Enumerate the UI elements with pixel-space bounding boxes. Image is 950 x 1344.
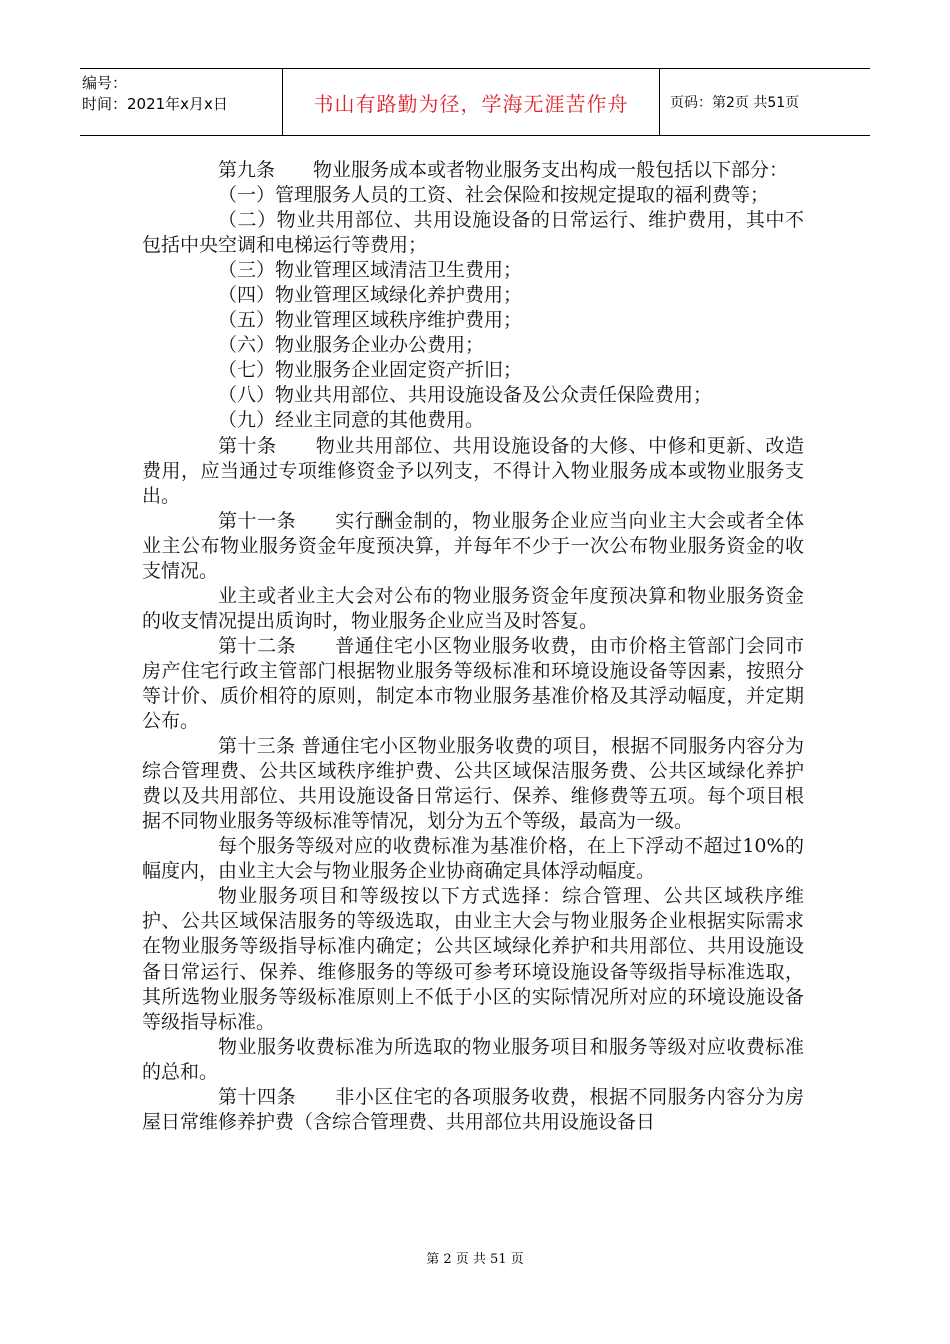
page-footer: 第 2 页 共 51 页 [426,1252,524,1267]
header-meta [80,69,283,135]
paragraph: 第十条 物业共用部位、共用设施设备的大修、中修和更新、改造费用，应当通过专项维修资金予以列支，不得计入物业服务成本或物业服务支出。 [142,434,804,507]
header-motto: 书山有路勤为径，学海无涯苦作舟 [283,69,660,135]
document-body [142,158,804,1135]
paragraph: （二）物业共用部位、共用设施设备的日常运行、维护费用，其中不包括中央空调和电梯运行等费用； [142,209,804,257]
paragraph: 第九条 物业服务成本或者物业服务支出构成一般包括以下部分： [218,159,789,181]
paragraph: 第十一条 实行酬金制的，物业服务企业应当向业主大会或者全体业主公布物业服务资金年度预决算，并每年不少于一次公布物业服务资金的收支情况。 [142,509,804,582]
page-header [80,68,870,136]
paragraph: 第十四条 非小区住宅的各项服务收费，根据不同服务内容分为房屋日常维修养护费（含综合管理费、共用部位共用设施设备日 [142,1085,804,1133]
paragraph: （三）物业管理区域清洁卫生费用； [218,259,523,282]
paragraph: 每个服务等级对应的收费标准为基准价格，在上下浮动不超过10%的幅度内，由业主大会与物业服务企业协商确定具体浮动幅度。 [142,835,804,883]
document-time-label: 时间：2021年x月x日 [82,95,228,113]
document-number-label: 编号： [82,74,128,92]
paragraph: （五）物业管理区域秩序维护费用； [218,309,523,332]
paragraph: （九）经业主同意的其他费用。 [218,409,485,432]
header-page-number: 页码：第2页 共51页 [670,95,800,111]
paragraph: 第十三条 普通住宅小区物业服务收费的项目，根据不同服务内容分为综合管理费、公共区域秩序维护费、公共区域保洁服务费、公共区域绿化养护费以及共用部位、共用设施设备日常运行、保养、维修费等五项。每个项目根据不同物业服务等级标准等情况，划分为五个等级，最高为一级。 [142,735,804,833]
paragraph: 物业服务收费标准为所选取的物业服务项目和服务等级对应收费标准的总和。 [142,1035,804,1083]
paragraph: （七）物业服务企业固定资产折旧； [218,359,523,382]
paragraph: 物业服务项目和等级按以下方式选择：综合管理、公共区域秩序维护、公共区域保洁服务的等级选取，由业主大会与物业服务企业根据实际需求在物业服务等级指导标准内确定；公共区域绿化养护和共用部位、共用设施设备日常运行、保养、维修服务的等级可参考环境设施设备等级指导标准选取，其所选物业服务等级标准原则上不低于小区的实际情况所对应的环境设施设备等级指导标准。 [142,885,804,1033]
paragraph: 第十二条 普通住宅小区物业服务收费，由市价格主管部门会同市房产住宅行政主管部门根据物业服务等级标准和环境设施设备等因素，按照分等计价、质价相符的原则，制定本市物业服务基准价格及其浮动幅度，并定期公布。 [142,634,804,733]
paragraph: （一）管理服务人员的工资、社会保险和按规定提取的福利费等； [218,184,770,207]
paragraph: 业主或者业主大会对公布的物业服务资金年度预决算和物业服务资金的收支情况提出质询时，物业服务企业应当及时答复。 [142,584,804,632]
paragraph: （四）物业管理区域绿化养护费用； [218,284,523,307]
paragraph: （八）物业共用部位、共用设施设备及公众责任保险费用； [218,384,713,407]
paragraph: （六）物业服务企业办公费用； [218,334,485,357]
